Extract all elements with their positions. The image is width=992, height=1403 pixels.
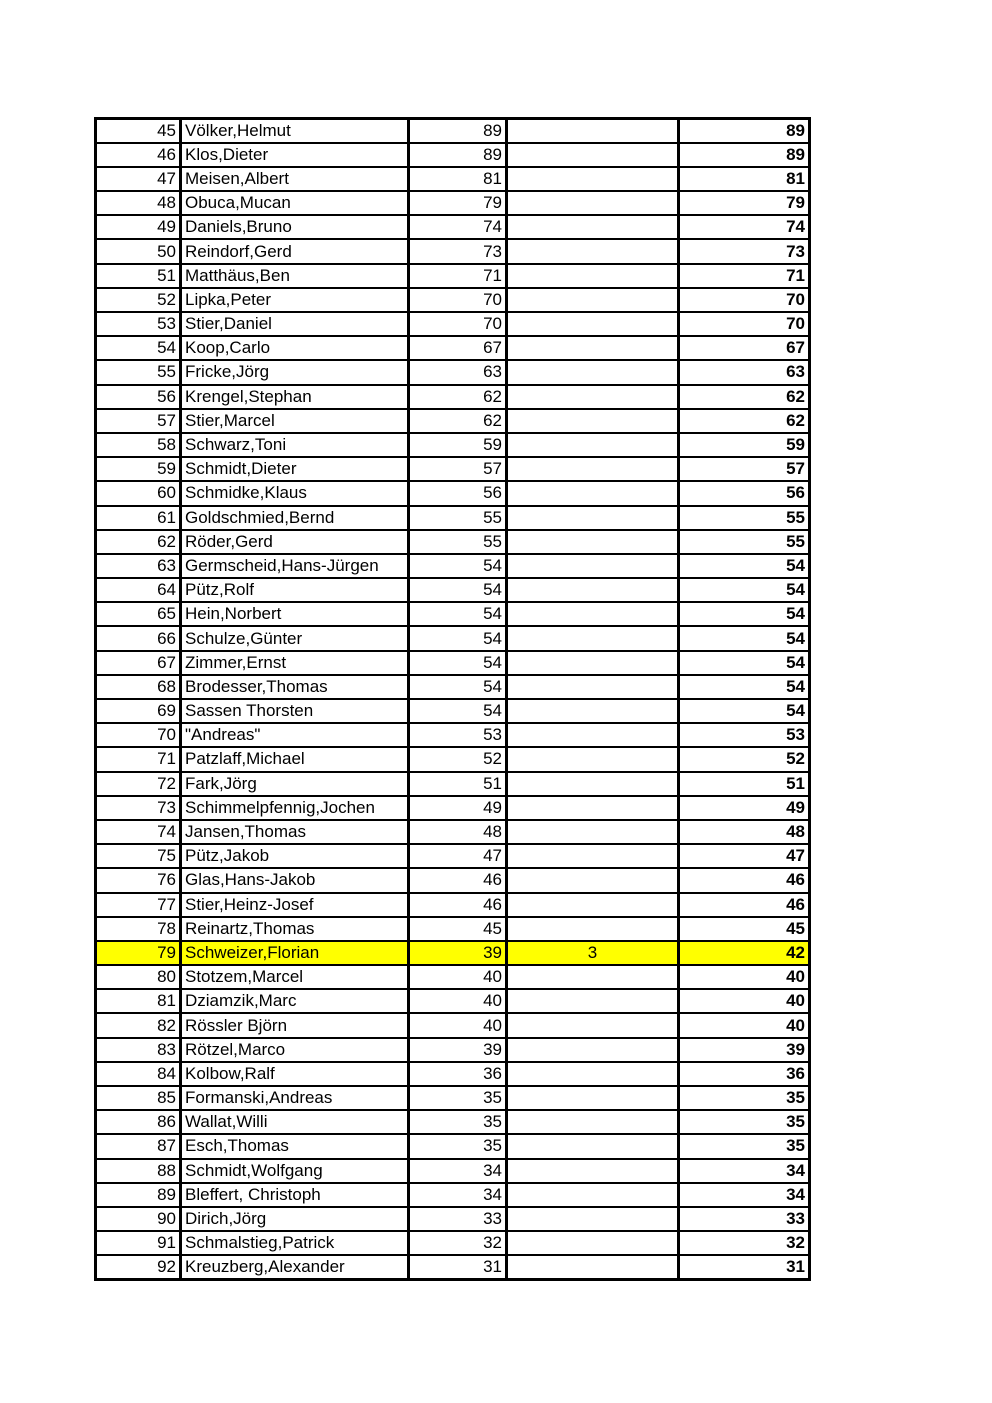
points-cell: 59 [409,433,507,457]
points-cell: 71 [409,264,507,288]
rank-cell: 83 [96,1038,181,1062]
total-cell: 52 [679,747,810,771]
total-cell: 35 [679,1086,810,1110]
total-cell: 34 [679,1159,810,1183]
table-row [96,820,810,844]
bonus-cell [507,336,679,360]
table-row [96,312,810,336]
points-cell: 70 [409,312,507,336]
rank-cell: 73 [96,796,181,820]
bonus-cell [507,699,679,723]
rank-cell: 56 [96,385,181,409]
name-cell: Kreuzberg,Alexander [181,1255,409,1279]
bonus-cell [507,433,679,457]
total-cell: 54 [679,651,810,675]
table-row [96,1207,810,1231]
points-cell: 55 [409,530,507,554]
bonus-cell [507,312,679,336]
name-cell: Stier,Heinz-Josef [181,893,409,917]
total-cell: 79 [679,191,810,215]
name-cell: Zimmer,Ernst [181,651,409,675]
rank-cell: 50 [96,239,181,263]
name-cell: Stier,Marcel [181,409,409,433]
total-cell: 54 [679,602,810,626]
points-cell: 89 [409,119,507,143]
total-cell: 54 [679,578,810,602]
total-cell: 67 [679,336,810,360]
bonus-cell: 3 [507,941,679,965]
points-cell: 79 [409,191,507,215]
rank-cell: 71 [96,747,181,771]
points-cell: 54 [409,578,507,602]
points-cell: 32 [409,1231,507,1255]
table-row [96,917,810,941]
bonus-cell [507,1013,679,1037]
table-row [96,1255,810,1279]
table-row [96,506,810,530]
name-cell: Germscheid,Hans-Jürgen [181,554,409,578]
bonus-cell [507,723,679,747]
bonus-cell [507,239,679,263]
name-cell: Stier,Daniel [181,312,409,336]
points-cell: 39 [409,941,507,965]
points-cell: 39 [409,1038,507,1062]
points-cell: 48 [409,820,507,844]
bonus-cell [507,989,679,1013]
rank-cell: 68 [96,675,181,699]
total-cell: 39 [679,1038,810,1062]
bonus-cell [507,626,679,650]
name-cell: Patzlaff,Michael [181,747,409,771]
table-row [96,336,810,360]
rank-cell: 91 [96,1231,181,1255]
total-cell: 48 [679,820,810,844]
points-cell: 52 [409,747,507,771]
total-cell: 45 [679,917,810,941]
rank-cell: 75 [96,844,181,868]
rank-cell: 70 [96,723,181,747]
rank-cell: 55 [96,360,181,384]
points-cell: 47 [409,844,507,868]
rank-cell: 85 [96,1086,181,1110]
table-row [96,1086,810,1110]
points-cell: 45 [409,917,507,941]
total-cell: 54 [679,626,810,650]
name-cell: Dziamzik,Marc [181,989,409,1013]
table-row [96,167,810,191]
points-cell: 57 [409,457,507,481]
total-cell: 40 [679,965,810,989]
name-cell: Stotzem,Marcel [181,965,409,989]
table-row [96,578,810,602]
total-cell: 70 [679,312,810,336]
rank-cell: 48 [96,191,181,215]
table-row [96,893,810,917]
total-cell: 73 [679,239,810,263]
name-cell: Schmidt,Wolfgang [181,1159,409,1183]
rank-cell: 87 [96,1134,181,1158]
bonus-cell [507,215,679,239]
bonus-cell [507,651,679,675]
points-cell: 46 [409,868,507,892]
points-cell: 89 [409,143,507,167]
table-row [96,1134,810,1158]
total-cell: 40 [679,989,810,1013]
rank-cell: 78 [96,917,181,941]
points-cell: 70 [409,288,507,312]
total-cell: 32 [679,1231,810,1255]
total-cell: 42 [679,941,810,965]
ranking-table-body [96,119,810,1280]
name-cell: Schmalstieg,Patrick [181,1231,409,1255]
total-cell: 57 [679,457,810,481]
name-cell: Rötzel,Marco [181,1038,409,1062]
total-cell: 63 [679,360,810,384]
points-cell: 40 [409,989,507,1013]
rank-cell: 45 [96,119,181,143]
total-cell: 62 [679,409,810,433]
bonus-cell [507,264,679,288]
name-cell: Bleffert, Christoph [181,1183,409,1207]
points-cell: 40 [409,1013,507,1037]
bonus-cell [507,481,679,505]
table-row [96,143,810,167]
table-row [96,481,810,505]
points-cell: 74 [409,215,507,239]
points-cell: 55 [409,506,507,530]
table-row [96,1013,810,1037]
points-cell: 56 [409,481,507,505]
table-row [96,675,810,699]
table-row [96,409,810,433]
total-cell: 51 [679,772,810,796]
points-cell: 67 [409,336,507,360]
rank-cell: 65 [96,602,181,626]
table-row [96,385,810,409]
name-cell: Matthäus,Ben [181,264,409,288]
table-row [96,772,810,796]
points-cell: 54 [409,626,507,650]
table-row [96,868,810,892]
total-cell: 54 [679,554,810,578]
name-cell: Meisen,Albert [181,167,409,191]
name-cell: Röder,Gerd [181,530,409,554]
bonus-cell [507,191,679,215]
rank-cell: 92 [96,1255,181,1279]
rank-cell: 88 [96,1159,181,1183]
name-cell: Formanski,Andreas [181,1086,409,1110]
bonus-cell [507,1231,679,1255]
table-row [96,844,810,868]
name-cell: "Andreas" [181,723,409,747]
total-cell: 54 [679,675,810,699]
name-cell: Schulze,Günter [181,626,409,650]
bonus-cell [507,820,679,844]
points-cell: 54 [409,651,507,675]
table-row [96,1183,810,1207]
name-cell: Esch,Thomas [181,1134,409,1158]
rank-cell: 58 [96,433,181,457]
total-cell: 47 [679,844,810,868]
name-cell: Pütz,Rolf [181,578,409,602]
bonus-cell [507,747,679,771]
table-row [96,1038,810,1062]
rank-cell: 61 [96,506,181,530]
name-cell: Reinartz,Thomas [181,917,409,941]
bonus-cell [507,360,679,384]
total-cell: 74 [679,215,810,239]
name-cell: Klos,Dieter [181,143,409,167]
table-row [96,191,810,215]
total-cell: 46 [679,868,810,892]
name-cell: Koop,Carlo [181,336,409,360]
name-cell: Schweizer,Florian [181,941,409,965]
table-row [96,1231,810,1255]
points-cell: 46 [409,893,507,917]
points-cell: 62 [409,385,507,409]
bonus-cell [507,844,679,868]
bonus-cell [507,868,679,892]
total-cell: 34 [679,1183,810,1207]
points-cell: 34 [409,1159,507,1183]
name-cell: Brodesser,Thomas [181,675,409,699]
points-cell: 35 [409,1110,507,1134]
total-cell: 89 [679,119,810,143]
bonus-cell [507,1255,679,1279]
points-cell: 54 [409,675,507,699]
rank-cell: 72 [96,772,181,796]
table-row [96,699,810,723]
total-cell: 71 [679,264,810,288]
rank-cell: 67 [96,651,181,675]
bonus-cell [507,1038,679,1062]
bonus-cell [507,506,679,530]
bonus-cell [507,167,679,191]
table-row-highlighted [96,941,810,965]
bonus-cell [507,917,679,941]
rank-cell: 74 [96,820,181,844]
table-row [96,119,810,143]
rank-cell: 90 [96,1207,181,1231]
name-cell: Fark,Jörg [181,772,409,796]
total-cell: 55 [679,506,810,530]
rank-cell: 62 [96,530,181,554]
name-cell: Pütz,Jakob [181,844,409,868]
total-cell: 70 [679,288,810,312]
bonus-cell [507,578,679,602]
points-cell: 62 [409,409,507,433]
rank-cell: 46 [96,143,181,167]
rank-cell: 57 [96,409,181,433]
name-cell: Hein,Norbert [181,602,409,626]
points-cell: 31 [409,1255,507,1279]
points-cell: 54 [409,602,507,626]
name-cell: Schwarz,Toni [181,433,409,457]
total-cell: 46 [679,893,810,917]
bonus-cell [507,119,679,143]
total-cell: 55 [679,530,810,554]
name-cell: Kolbow,Ralf [181,1062,409,1086]
rank-cell: 52 [96,288,181,312]
name-cell: Krengel,Stephan [181,385,409,409]
rank-cell: 76 [96,868,181,892]
table-row [96,747,810,771]
table-row [96,796,810,820]
rank-cell: 84 [96,1062,181,1086]
bonus-cell [507,1062,679,1086]
rank-cell: 47 [96,167,181,191]
bonus-cell [507,143,679,167]
table-row [96,989,810,1013]
points-cell: 35 [409,1134,507,1158]
bonus-cell [507,385,679,409]
name-cell: Schimmelpfennig,Jochen [181,796,409,820]
total-cell: 33 [679,1207,810,1231]
rank-cell: 80 [96,965,181,989]
bonus-cell [507,893,679,917]
total-cell: 31 [786,1257,805,1277]
total-cell: 59 [679,433,810,457]
bonus-cell [507,554,679,578]
table-row [96,1062,810,1086]
points-cell: 54 [409,554,507,578]
name-cell: Glas,Hans-Jakob [181,868,409,892]
table-row [96,554,810,578]
points-cell: 81 [409,167,507,191]
table-row [96,360,810,384]
points-cell: 53 [409,723,507,747]
name-cell: Rössler Björn [181,1013,409,1037]
name-cell: Jansen,Thomas [181,820,409,844]
bonus-cell [507,1134,679,1158]
total-cell: 40 [679,1013,810,1037]
points-cell: 35 [409,1086,507,1110]
bonus-cell [507,675,679,699]
bonus-cell [507,1110,679,1134]
rank-cell: 77 [96,893,181,917]
table-row [96,602,810,626]
table-row [96,530,810,554]
bonus-cell [507,530,679,554]
table-row [96,1159,810,1183]
points-cell: 51 [409,772,507,796]
total-cell: 62 [679,385,810,409]
bonus-cell [507,409,679,433]
table-row [96,651,810,675]
table-row [96,457,810,481]
name-cell: Schmidke,Klaus [181,481,409,505]
bonus-cell [507,1086,679,1110]
total-cell: 56 [679,481,810,505]
table-row [96,239,810,263]
bonus-cell [507,1207,679,1231]
total-cell: 36 [679,1062,810,1086]
table-row [96,215,810,239]
table-row [96,288,810,312]
rank-cell: 63 [96,554,181,578]
name-cell: Fricke,Jörg [181,360,409,384]
ranking-table [94,117,811,1281]
rank-cell: 51 [96,264,181,288]
points-cell: 36 [409,1062,507,1086]
name-cell: Goldschmied,Bernd [181,506,409,530]
bonus-cell [507,1183,679,1207]
bonus-cell [507,288,679,312]
name-cell: Sassen Thorsten [181,699,409,723]
bonus-cell [507,457,679,481]
points-cell: 33 [409,1207,507,1231]
rank-cell: 49 [96,215,181,239]
rank-cell: 66 [96,626,181,650]
bonus-cell [507,602,679,626]
total-cell: 54 [679,699,810,723]
name-cell: Dirich,Jörg [181,1207,409,1231]
rank-cell: 64 [96,578,181,602]
points-cell: 49 [409,796,507,820]
rank-cell: 81 [96,989,181,1013]
name-cell: Daniels,Bruno [181,215,409,239]
table-row [96,626,810,650]
table-row [96,433,810,457]
name-cell: Schmidt,Dieter [181,457,409,481]
rank-cell: 53 [96,312,181,336]
rank-cell: 69 [96,699,181,723]
rank-cell: 59 [96,457,181,481]
rank-cell: 89 [96,1183,181,1207]
name-cell: Lipka,Peter [181,288,409,312]
total-cell: 49 [679,796,810,820]
rank-cell: 82 [96,1013,181,1037]
rank-cell: 60 [96,481,181,505]
total-cell: 35 [679,1134,810,1158]
total-cell: 81 [679,167,810,191]
points-cell: 34 [409,1183,507,1207]
table-row [96,1110,810,1134]
name-cell: Wallat,Willi [181,1110,409,1134]
total-cell: 35 [679,1110,810,1134]
bonus-cell [507,1159,679,1183]
name-cell: Völker,Helmut [181,119,409,143]
rank-cell: 54 [96,336,181,360]
name-cell: Obuca,Mucan [181,191,409,215]
rank-cell: 79 [96,941,181,965]
total-cell: 89 [679,143,810,167]
bonus-cell [507,772,679,796]
total-cell: 53 [679,723,810,747]
table-row [96,723,810,747]
table-row [96,965,810,989]
rank-cell: 86 [96,1110,181,1134]
bonus-cell [507,796,679,820]
name-cell: Reindorf,Gerd [181,239,409,263]
points-cell: 73 [409,239,507,263]
table-row [96,264,810,288]
points-cell: 63 [409,360,507,384]
points-cell: 54 [409,699,507,723]
points-cell: 40 [409,965,507,989]
bonus-cell [507,965,679,989]
